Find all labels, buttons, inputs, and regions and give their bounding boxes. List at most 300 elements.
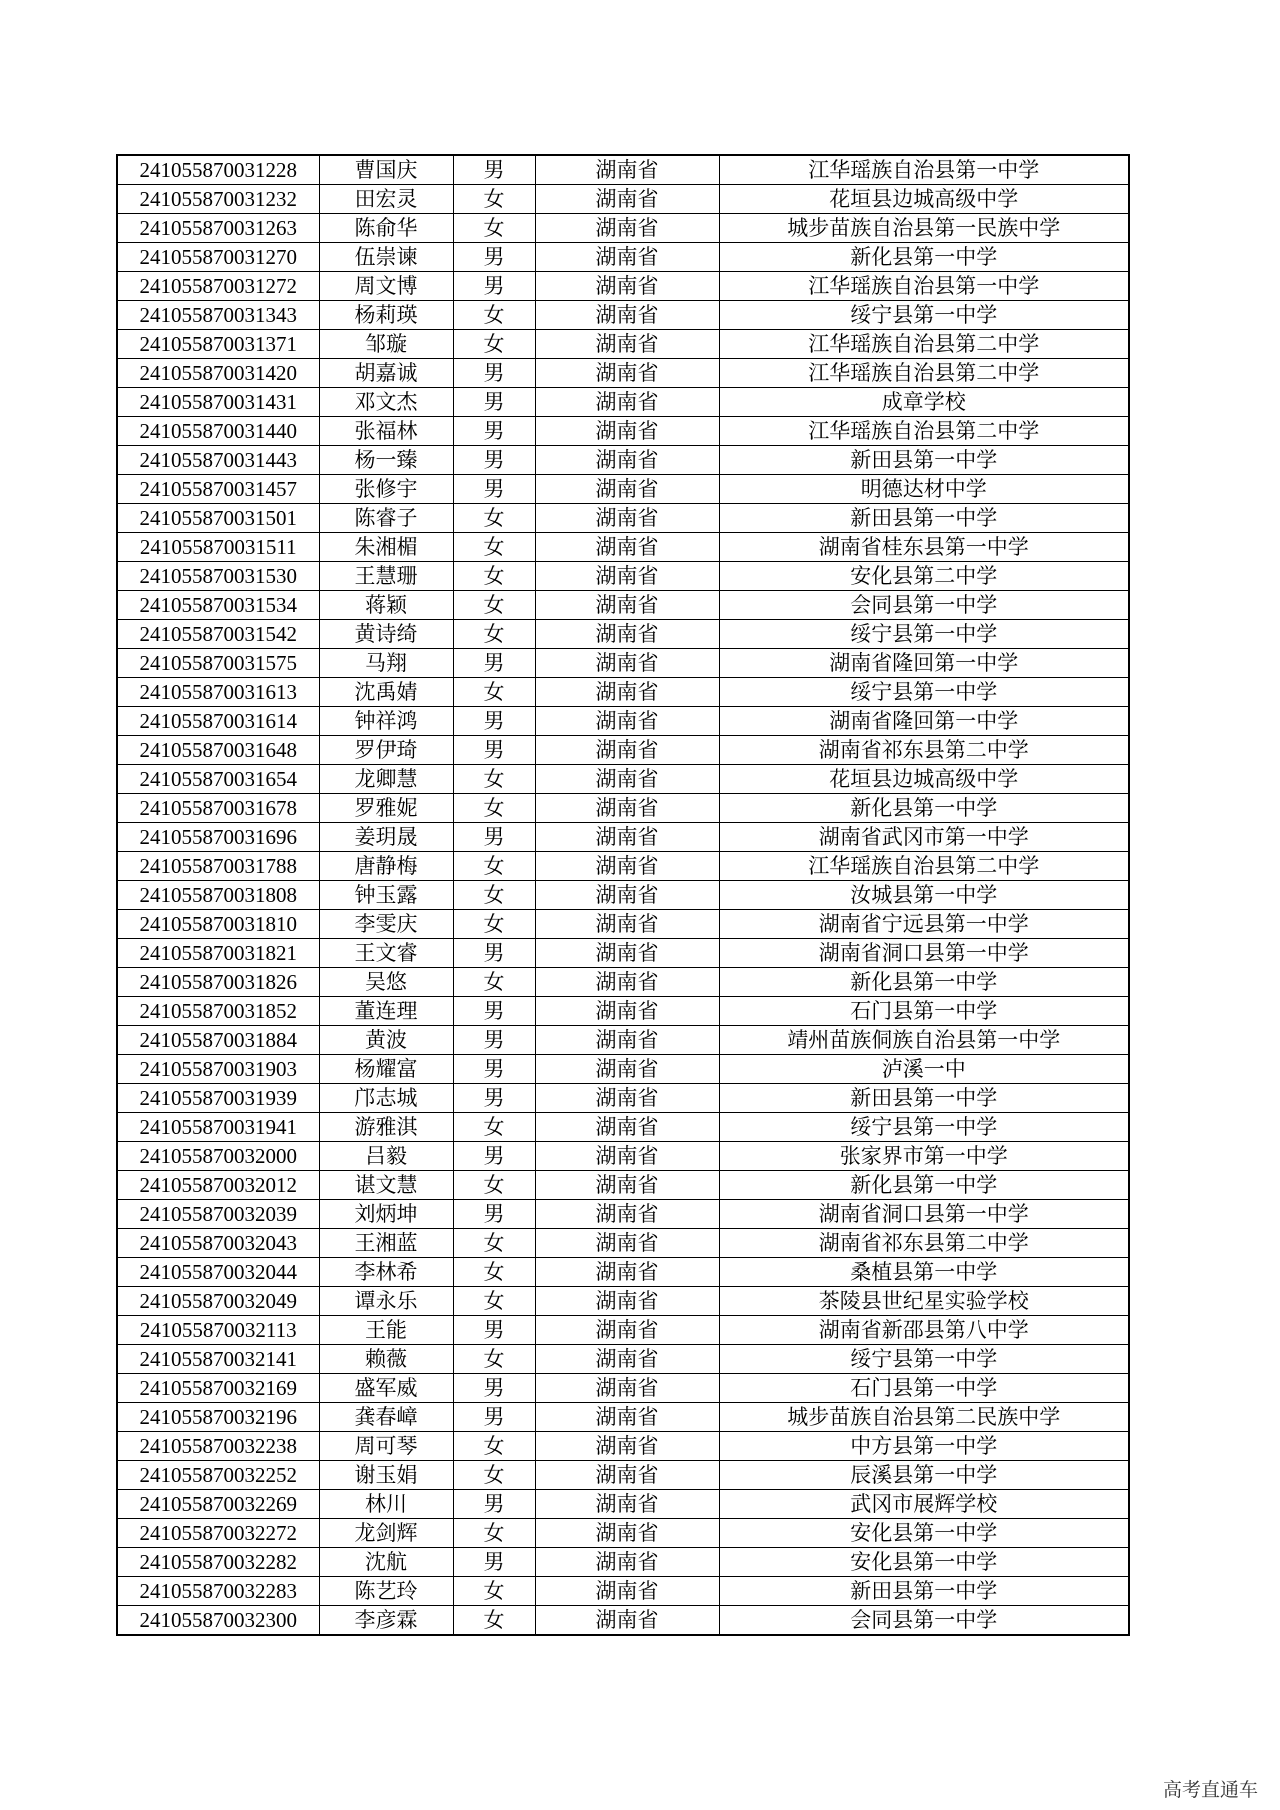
gender-cell: 男 [453,1084,535,1113]
table-row [117,1374,1129,1403]
school-cell: 绥宁县第一中学 [719,678,1129,707]
province-cell: 湖南省 [535,1548,719,1577]
province-cell: 湖南省 [535,446,719,475]
name-cell: 黄诗绮 [319,620,453,649]
school-cell: 新田县第一中学 [719,1577,1129,1606]
school-cell: 靖州苗族侗族自治县第一中学 [719,1026,1129,1055]
table-row [117,504,1129,533]
school-cell: 江华瑶族自治县第一中学 [719,155,1129,185]
candidate-id-cell: 241055870032169 [117,1374,319,1403]
school-cell: 新化县第一中学 [719,243,1129,272]
candidate-id-cell: 241055870031614 [117,707,319,736]
candidate-id-cell: 241055870032000 [117,1142,319,1171]
province-cell: 湖南省 [535,1229,719,1258]
gender-cell: 男 [453,707,535,736]
name-cell: 王能 [319,1316,453,1345]
school-cell: 绥宁县第一中学 [719,1345,1129,1374]
table-row [117,1519,1129,1548]
name-cell: 钟祥鸿 [319,707,453,736]
province-cell: 湖南省 [535,1606,719,1636]
school-cell: 江华瑶族自治县第一中学 [719,272,1129,301]
candidate-id-cell: 241055870031939 [117,1084,319,1113]
table-row [117,794,1129,823]
gender-cell: 女 [453,301,535,330]
school-cell: 桑植县第一中学 [719,1258,1129,1287]
name-cell: 蒋颖 [319,591,453,620]
gender-cell: 女 [453,794,535,823]
school-cell: 江华瑶族自治县第二中学 [719,359,1129,388]
table-row [117,475,1129,504]
name-cell: 周可琴 [319,1432,453,1461]
school-cell: 茶陵县世纪星实验学校 [719,1287,1129,1316]
province-cell: 湖南省 [535,504,719,533]
table-row [117,968,1129,997]
candidate-id-cell: 241055870031431 [117,388,319,417]
province-cell: 湖南省 [535,562,719,591]
gender-cell: 男 [453,1026,535,1055]
gender-cell: 男 [453,939,535,968]
candidate-id-cell: 241055870031826 [117,968,319,997]
candidate-id-cell: 241055870031542 [117,620,319,649]
gender-cell: 女 [453,1287,535,1316]
gender-cell: 女 [453,1258,535,1287]
table-row [117,823,1129,852]
province-cell: 湖南省 [535,1316,719,1345]
name-cell: 朱湘楣 [319,533,453,562]
table-row [117,1548,1129,1577]
candidate-id-cell: 241055870032113 [117,1316,319,1345]
name-cell: 沈航 [319,1548,453,1577]
candidate-id-cell: 241055870032300 [117,1606,319,1636]
candidate-id-cell: 241055870032252 [117,1461,319,1490]
table-row [117,707,1129,736]
province-cell: 湖南省 [535,1084,719,1113]
table-row [117,939,1129,968]
school-cell: 武冈市展辉学校 [719,1490,1129,1519]
school-cell: 成章学校 [719,388,1129,417]
school-cell: 湖南省洞口县第一中学 [719,939,1129,968]
province-cell: 湖南省 [535,591,719,620]
gender-cell: 男 [453,272,535,301]
candidate-id-cell: 241055870031272 [117,272,319,301]
candidate-id-cell: 241055870031263 [117,214,319,243]
gender-cell: 女 [453,910,535,939]
name-cell: 张修宇 [319,475,453,504]
table-row [117,620,1129,649]
province-cell: 湖南省 [535,1113,719,1142]
gender-cell: 男 [453,446,535,475]
name-cell: 盛军威 [319,1374,453,1403]
province-cell: 湖南省 [535,765,719,794]
table-row [117,1316,1129,1345]
candidate-id-cell: 241055870031270 [117,243,319,272]
school-cell: 泸溪一中 [719,1055,1129,1084]
gender-cell: 女 [453,533,535,562]
gender-cell: 男 [453,155,535,185]
table-row [117,591,1129,620]
name-cell: 姜玥晟 [319,823,453,852]
gender-cell: 女 [453,765,535,794]
table-row [117,417,1129,446]
gender-cell: 男 [453,1316,535,1345]
gender-cell: 男 [453,1142,535,1171]
gender-cell: 女 [453,1432,535,1461]
province-cell: 湖南省 [535,1519,719,1548]
school-cell: 湖南省武冈市第一中学 [719,823,1129,852]
province-cell: 湖南省 [535,1403,719,1432]
candidate-id-cell: 241055870032141 [117,1345,319,1374]
name-cell: 邹璇 [319,330,453,359]
name-cell: 杨莉瑛 [319,301,453,330]
name-cell: 李雯庆 [319,910,453,939]
table-row [117,359,1129,388]
school-cell: 湖南省宁远县第一中学 [719,910,1129,939]
gender-cell: 男 [453,823,535,852]
table-row [117,533,1129,562]
school-cell: 湖南省桂东县第一中学 [719,533,1129,562]
gender-cell: 女 [453,1519,535,1548]
school-cell: 辰溪县第一中学 [719,1461,1129,1490]
province-cell: 湖南省 [535,620,719,649]
candidate-id-cell: 241055870032039 [117,1200,319,1229]
candidate-id-cell: 241055870031821 [117,939,319,968]
table-row [117,1026,1129,1055]
school-cell: 绥宁县第一中学 [719,301,1129,330]
candidate-id-cell: 241055870031788 [117,852,319,881]
candidate-id-cell: 241055870031648 [117,736,319,765]
school-cell: 新化县第一中学 [719,1171,1129,1200]
school-cell: 汝城县第一中学 [719,881,1129,910]
name-cell: 杨一臻 [319,446,453,475]
table-row [117,1084,1129,1113]
province-cell: 湖南省 [535,1026,719,1055]
gender-cell: 女 [453,591,535,620]
school-cell: 安化县第二中学 [719,562,1129,591]
school-cell: 城步苗族自治县第一民族中学 [719,214,1129,243]
table-row [117,330,1129,359]
name-cell: 邓文杰 [319,388,453,417]
gender-cell: 男 [453,736,535,765]
table-row [117,214,1129,243]
gender-cell: 女 [453,1229,535,1258]
name-cell: 罗伊琦 [319,736,453,765]
name-cell: 龚春嶂 [319,1403,453,1432]
name-cell: 沈禹婧 [319,678,453,707]
province-cell: 湖南省 [535,243,719,272]
candidate-id-cell: 241055870031654 [117,765,319,794]
candidate-id-cell: 241055870031501 [117,504,319,533]
gender-cell: 女 [453,185,535,214]
table-row [117,1606,1129,1636]
gender-cell: 男 [453,1403,535,1432]
table-row [117,1258,1129,1287]
gender-cell: 男 [453,475,535,504]
table-row [117,1490,1129,1519]
school-cell: 明德达材中学 [719,475,1129,504]
table-row [117,649,1129,678]
name-cell: 谌文慧 [319,1171,453,1200]
school-cell: 新田县第一中学 [719,1084,1129,1113]
table-row [117,1229,1129,1258]
gender-cell: 女 [453,1171,535,1200]
school-cell: 绥宁县第一中学 [719,620,1129,649]
name-cell: 陈俞华 [319,214,453,243]
table-row [117,155,1129,185]
candidate-id-cell: 241055870032272 [117,1519,319,1548]
table-row [117,388,1129,417]
province-cell: 湖南省 [535,910,719,939]
candidate-id-cell: 241055870032196 [117,1403,319,1432]
gender-cell: 男 [453,417,535,446]
province-cell: 湖南省 [535,736,719,765]
school-cell: 城步苗族自治县第二民族中学 [719,1403,1129,1432]
gender-cell: 男 [453,997,535,1026]
candidate-table [116,154,1130,1636]
province-cell: 湖南省 [535,1490,719,1519]
province-cell: 湖南省 [535,1055,719,1084]
school-cell: 湖南省隆回第一中学 [719,649,1129,678]
candidate-id-cell: 241055870032049 [117,1287,319,1316]
candidate-id-cell: 241055870031440 [117,417,319,446]
province-cell: 湖南省 [535,533,719,562]
candidate-table-body [117,155,1129,1635]
name-cell: 杨耀富 [319,1055,453,1084]
candidate-id-cell: 241055870031420 [117,359,319,388]
table-row [117,1403,1129,1432]
name-cell: 谢玉娟 [319,1461,453,1490]
name-cell: 田宏灵 [319,185,453,214]
school-cell: 会同县第一中学 [719,591,1129,620]
school-cell: 安化县第一中学 [719,1519,1129,1548]
name-cell: 董连理 [319,997,453,1026]
table-row [117,997,1129,1026]
table-row [117,1345,1129,1374]
candidate-id-cell: 241055870032282 [117,1548,319,1577]
table-row [117,272,1129,301]
name-cell: 赖薇 [319,1345,453,1374]
gender-cell: 女 [453,968,535,997]
table-row [117,678,1129,707]
province-cell: 湖南省 [535,1171,719,1200]
province-cell: 湖南省 [535,1577,719,1606]
gender-cell: 女 [453,562,535,591]
name-cell: 吕毅 [319,1142,453,1171]
gender-cell: 男 [453,1374,535,1403]
candidate-id-cell: 241055870031810 [117,910,319,939]
gender-cell: 女 [453,852,535,881]
gender-cell: 女 [453,678,535,707]
candidate-id-cell: 241055870031808 [117,881,319,910]
candidate-id-cell: 241055870031228 [117,155,319,185]
name-cell: 龙卿慧 [319,765,453,794]
name-cell: 陈睿子 [319,504,453,533]
candidate-id-cell: 241055870032044 [117,1258,319,1287]
candidate-id-cell: 241055870031443 [117,446,319,475]
school-cell: 新化县第一中学 [719,794,1129,823]
candidate-id-cell: 241055870031343 [117,301,319,330]
candidate-id-cell: 241055870031884 [117,1026,319,1055]
table-row [117,852,1129,881]
school-cell: 花垣县边城高级中学 [719,185,1129,214]
name-cell: 王湘蓝 [319,1229,453,1258]
province-cell: 湖南省 [535,794,719,823]
province-cell: 湖南省 [535,881,719,910]
province-cell: 湖南省 [535,1345,719,1374]
school-cell: 新化县第一中学 [719,968,1129,997]
province-cell: 湖南省 [535,1142,719,1171]
school-cell: 会同县第一中学 [719,1606,1129,1636]
school-cell: 湖南省新邵县第八中学 [719,1316,1129,1345]
table-row [117,446,1129,475]
candidate-id-cell: 241055870031534 [117,591,319,620]
province-cell: 湖南省 [535,678,719,707]
name-cell: 唐静梅 [319,852,453,881]
candidate-id-cell: 241055870032283 [117,1577,319,1606]
gender-cell: 男 [453,243,535,272]
table-row [117,1432,1129,1461]
gender-cell: 女 [453,620,535,649]
gender-cell: 男 [453,1055,535,1084]
province-cell: 湖南省 [535,417,719,446]
name-cell: 李林希 [319,1258,453,1287]
table-row [117,736,1129,765]
name-cell: 邝志城 [319,1084,453,1113]
province-cell: 湖南省 [535,968,719,997]
name-cell: 张福林 [319,417,453,446]
name-cell: 游雅淇 [319,1113,453,1142]
table-row [117,1113,1129,1142]
name-cell: 林川 [319,1490,453,1519]
school-cell: 中方县第一中学 [719,1432,1129,1461]
gender-cell: 男 [453,1490,535,1519]
school-cell: 江华瑶族自治县第二中学 [719,417,1129,446]
candidate-id-cell: 241055870031852 [117,997,319,1026]
province-cell: 湖南省 [535,1374,719,1403]
name-cell: 马翔 [319,649,453,678]
school-cell: 湖南省祁东县第二中学 [719,736,1129,765]
candidate-id-cell: 241055870031457 [117,475,319,504]
gender-cell: 男 [453,388,535,417]
gender-cell: 女 [453,1577,535,1606]
gender-cell: 女 [453,881,535,910]
school-cell: 石门县第一中学 [719,1374,1129,1403]
candidate-id-cell: 241055870031575 [117,649,319,678]
school-cell: 花垣县边城高级中学 [719,765,1129,794]
province-cell: 湖南省 [535,272,719,301]
school-cell: 湖南省祁东县第二中学 [719,1229,1129,1258]
province-cell: 湖南省 [535,155,719,185]
province-cell: 湖南省 [535,707,719,736]
name-cell: 王慧珊 [319,562,453,591]
candidate-id-cell: 241055870031696 [117,823,319,852]
table-row [117,562,1129,591]
table-row [117,1287,1129,1316]
province-cell: 湖南省 [535,388,719,417]
province-cell: 湖南省 [535,1287,719,1316]
name-cell: 伍崇谏 [319,243,453,272]
candidate-id-cell: 241055870031941 [117,1113,319,1142]
candidate-id-cell: 241055870031530 [117,562,319,591]
name-cell: 吴悠 [319,968,453,997]
province-cell: 湖南省 [535,649,719,678]
candidate-id-cell: 241055870031511 [117,533,319,562]
gender-cell: 男 [453,649,535,678]
province-cell: 湖南省 [535,330,719,359]
table-row [117,1171,1129,1200]
name-cell: 刘炳坤 [319,1200,453,1229]
gender-cell: 女 [453,1461,535,1490]
candidate-id-cell: 241055870031903 [117,1055,319,1084]
school-cell: 安化县第一中学 [719,1548,1129,1577]
province-cell: 湖南省 [535,301,719,330]
gender-cell: 女 [453,1345,535,1374]
province-cell: 湖南省 [535,1461,719,1490]
province-cell: 湖南省 [535,475,719,504]
name-cell: 胡嘉诚 [319,359,453,388]
table-row [117,765,1129,794]
gender-cell: 女 [453,504,535,533]
school-cell: 新田县第一中学 [719,504,1129,533]
province-cell: 湖南省 [535,1432,719,1461]
school-cell: 江华瑶族自治县第二中学 [719,852,1129,881]
candidate-id-cell: 241055870032012 [117,1171,319,1200]
province-cell: 湖南省 [535,939,719,968]
table-row [117,881,1129,910]
name-cell: 黄波 [319,1026,453,1055]
school-cell: 湖南省洞口县第一中学 [719,1200,1129,1229]
table-row [117,301,1129,330]
table-row [117,1200,1129,1229]
province-cell: 湖南省 [535,185,719,214]
province-cell: 湖南省 [535,1258,719,1287]
name-cell: 谭永乐 [319,1287,453,1316]
name-cell: 曹国庆 [319,155,453,185]
name-cell: 罗雅妮 [319,794,453,823]
gender-cell: 女 [453,1606,535,1636]
gender-cell: 女 [453,214,535,243]
school-cell: 石门县第一中学 [719,997,1129,1026]
table-row [117,1577,1129,1606]
province-cell: 湖南省 [535,852,719,881]
school-cell: 湖南省隆回第一中学 [719,707,1129,736]
name-cell: 陈艺玲 [319,1577,453,1606]
table-row [117,910,1129,939]
candidate-id-cell: 241055870031678 [117,794,319,823]
table-row [117,1142,1129,1171]
name-cell: 李彦霖 [319,1606,453,1636]
school-cell: 张家界市第一中学 [719,1142,1129,1171]
table-row [117,1461,1129,1490]
school-cell: 江华瑶族自治县第二中学 [719,330,1129,359]
name-cell: 龙剑辉 [319,1519,453,1548]
table-row [117,243,1129,272]
table-row [117,185,1129,214]
province-cell: 湖南省 [535,214,719,243]
name-cell: 王文睿 [319,939,453,968]
gender-cell: 女 [453,330,535,359]
candidate-id-cell: 241055870032238 [117,1432,319,1461]
table-row [117,1055,1129,1084]
province-cell: 湖南省 [535,1200,719,1229]
candidate-id-cell: 241055870031613 [117,678,319,707]
gender-cell: 男 [453,1200,535,1229]
province-cell: 湖南省 [535,823,719,852]
gender-cell: 女 [453,1113,535,1142]
province-cell: 湖南省 [535,359,719,388]
school-cell: 绥宁县第一中学 [719,1113,1129,1142]
gender-cell: 男 [453,359,535,388]
school-cell: 新田县第一中学 [719,446,1129,475]
